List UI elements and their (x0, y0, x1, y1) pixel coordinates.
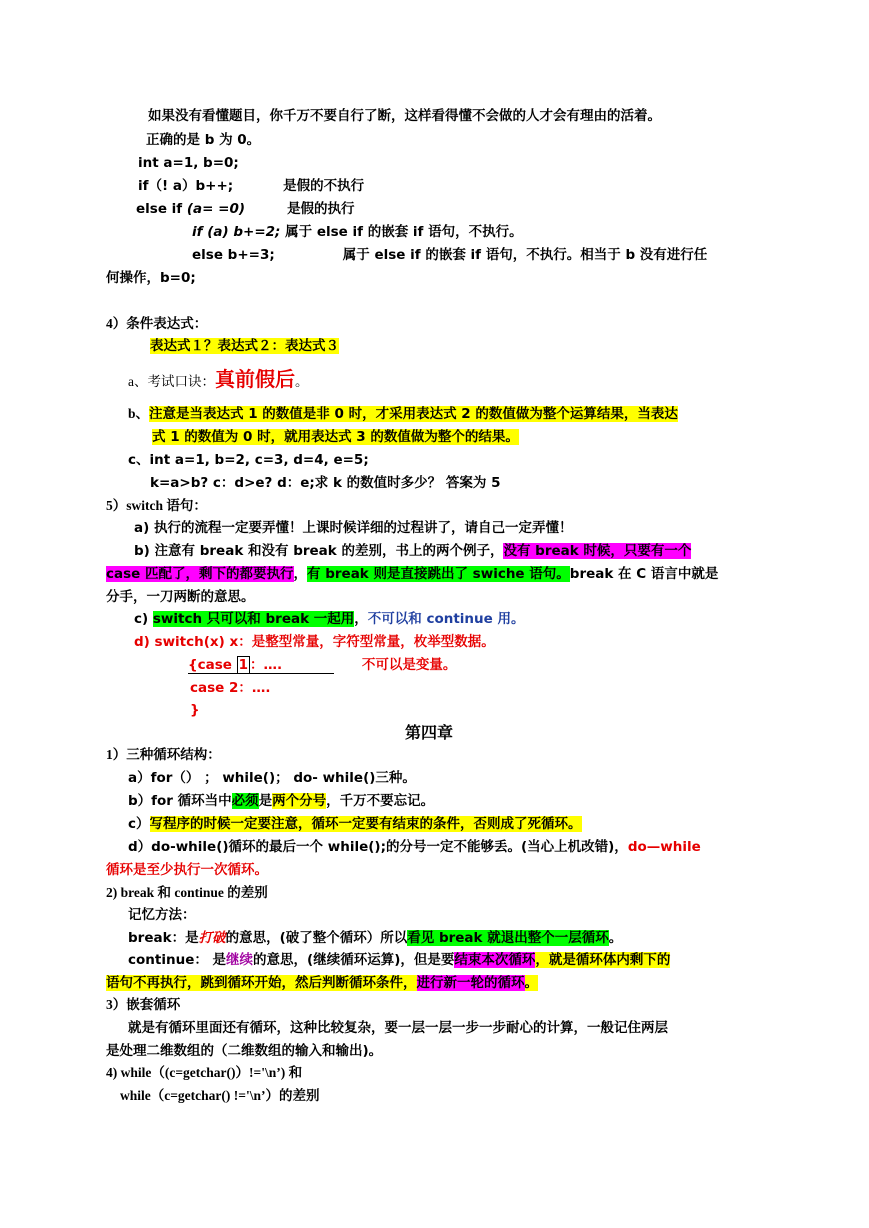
ternary-expression-text: 表达式１？表达式２：表达式３ (150, 338, 339, 354)
case-note: 不可以是变量。 (361, 657, 457, 673)
break-highlight: 看见 break 就退出整个一层循环 (407, 930, 609, 946)
code-if-note: 是假的不执行 (283, 178, 365, 194)
ternary-note-cont (152, 427, 519, 447)
code-line-else (192, 245, 707, 265)
ternary-example-question: k=a>b? c：d>e? d：e;求 k 的数值时多少？ 答案为 5 (150, 475, 501, 491)
code-line-declare: int a=1, b=0; (138, 155, 239, 171)
mnemonic-line (128, 367, 309, 393)
code-line-elseif (136, 199, 355, 219)
continue-new-loop: 进行新一轮的循环 (416, 975, 525, 991)
code-else-note: 属于 else if 的嵌套 if 语句，不执行。相当于 b 没有进行任 (342, 247, 708, 263)
code-elseif-note: 是假的执行 (287, 201, 355, 217)
break-label: break：是 (128, 930, 199, 946)
switch-point-b-break: 有 break 则是直接跳出了 swiche 语句。 (307, 566, 570, 582)
code-else: else b+=3; (192, 247, 275, 263)
switch-point-b-case: case 匹配了，剩下的都要执行 (106, 566, 294, 582)
ternary-note-marker: b、 (128, 406, 150, 421)
switch-point-c-comma: ， (354, 611, 368, 627)
ternary-note-line (128, 404, 678, 424)
mnemonic-end: 。 (295, 374, 309, 389)
switch-point-b-end: 分手，一刀两断的意思。 (106, 589, 255, 605)
code-nested-if: if (a) b+=2; (192, 224, 281, 240)
switch-point-b-comma: ， (293, 566, 308, 582)
continue-highlight: 结束本次循环 (454, 952, 536, 968)
case-constant-box: 1 (238, 657, 249, 673)
loop-point-d-text: d）do-while()循环的最后一个 while();的分号一定不能够丢。(当心上机改错)， (128, 839, 628, 855)
section-5-heading: 5）switch 语句： (106, 498, 207, 513)
loop-point-b-is: 是 (258, 793, 273, 809)
break-explanation (128, 928, 622, 948)
loop-section-4-heading: 4) while（(c=getchar()）!='\n’) 和 (106, 1065, 303, 1080)
continue-meaning: 的意思，(继续循环运算)，但是要 (253, 952, 455, 968)
loop-point-b (128, 791, 434, 811)
switch-point-c (134, 609, 525, 629)
loop-point-b-must: 必须 (231, 793, 259, 809)
switch-point-b-cont (106, 564, 718, 584)
case-line-close: } (190, 702, 200, 718)
loop-section-2-heading: 2) break 和 continue 的差别 (106, 885, 268, 900)
switch-point-b-highlight: 没有 break 时候，只要有一个 (503, 543, 692, 559)
loop-point-c (128, 814, 582, 834)
break-meaning: 的意思，(破了整个循环）所以 (225, 930, 408, 946)
continue-cont-text: 语句不再执行，跳到循环开始，然后判断循环条件， (106, 975, 417, 991)
continue-keyword: 继续 (226, 952, 254, 968)
loop-point-b-text: b）for 循环当中 (128, 793, 232, 809)
continue-explanation (128, 950, 670, 970)
answer-line: 正确的是 b 为 0。 (146, 132, 261, 148)
loop-point-d-cont: 循环是至少执行一次循环。 (106, 862, 268, 878)
loop-point-a: a）for（） ； while()； do- while()三种。 (128, 770, 416, 786)
code-if: if（! a）b++; (138, 178, 234, 194)
nested-loop-text: 就是有循环里面还有循环，这种比较复杂，要一层一层一步一步耐心的计算，一般记住两层 (128, 1020, 668, 1036)
ternary-note-cont-text: 式 1 的数值为 0 时，就用表达式 3 的数值做为整个的结果。 (152, 429, 519, 445)
ternary-example-line: c、int a=1, b=2, c=3, d=4, e=5; (128, 452, 369, 468)
loop-section-3-heading: 3）嵌套循环 (106, 997, 181, 1012)
switch-point-c-marker: c) (134, 611, 149, 627)
loop-point-b-end: ，千万不要忘记。 (326, 793, 435, 809)
memory-method-label: 记忆方法： (128, 907, 196, 923)
intro-line: 如果没有看懂题目，你千万不要自行了断，这样看得懂不会做的人才会有理由的活着。 (148, 108, 661, 124)
loop-section-1-heading: 1）三种循环结构： (106, 747, 221, 762)
case-line-1-code (188, 657, 334, 674)
code-elseif-cond: (a= =0) (186, 201, 246, 217)
switch-point-c-highlight: switch 只可以和 break 一起用 (152, 611, 355, 627)
ternary-expression (150, 336, 339, 356)
loop-point-c-text: 写程序的时候一定要注意，循环一定要有结束的条件，否则成了死循环。 (149, 816, 582, 832)
mnemonic-label: a、考试口诀： (128, 374, 215, 389)
case-ellipsis: ：…. (250, 657, 283, 673)
break-keyword: 打破 (198, 930, 226, 946)
continue-label: continue： 是 (128, 952, 227, 968)
switch-point-c-note: 不可以和 continue 用。 (367, 611, 525, 627)
switch-point-b (134, 541, 691, 561)
loop-section-4-heading-cont: while（c=getchar() !='\n’）的差别 (120, 1088, 320, 1103)
switch-point-b-break-meaning: break 在 C 语言中就是 (569, 566, 719, 582)
nested-loop-text-cont: 是处理二维数组的（二维数组的输入和输出)。 (106, 1043, 383, 1059)
continue-explanation-cont (106, 973, 538, 993)
code-elseif: else if (136, 201, 183, 217)
case-line-1 (188, 655, 456, 675)
switch-point-b-text: b) 注意有 break 和没有 break 的差别，书上的两个例子， (134, 543, 504, 559)
loop-point-c-marker: c） (128, 816, 150, 832)
code-nested-if-note: 属于 else if 的嵌套 if 语句，不执行。 (285, 224, 523, 240)
case-keyword: {case (188, 657, 232, 673)
continue-rest: ，就是循环体内剩下的 (535, 952, 671, 968)
ternary-note-text: 注意是当表达式 1 的数值是非 0 时，才采用表达式 2 的数值做为整个运算结果，当表达 (149, 406, 678, 422)
chapter-title: 第四章 (405, 723, 454, 742)
code-line-if (138, 176, 364, 196)
code-else-note-cont: 何操作，b=0; (106, 270, 196, 286)
switch-point-a: a) 执行的流程一定要弄懂！上课时候详细的过程讲了，请自己一定弄懂！ (134, 520, 573, 536)
break-end: 。 (608, 930, 623, 946)
section-4-heading: 4）条件表达式： (106, 316, 208, 331)
loop-point-d (128, 837, 701, 857)
code-line-nested-if (192, 222, 523, 242)
continue-end: 。 (524, 975, 538, 991)
case-line-2: case 2：…. (190, 680, 271, 696)
loop-point-d-dowhile: do—while (627, 839, 701, 855)
mnemonic-phrase: 真前假后 (215, 369, 295, 391)
loop-point-b-semicolons: 两个分号 (272, 793, 327, 809)
switch-point-d: d) switch(x) x：是整型常量，字符型常量，枚举型数据。 (134, 634, 495, 650)
